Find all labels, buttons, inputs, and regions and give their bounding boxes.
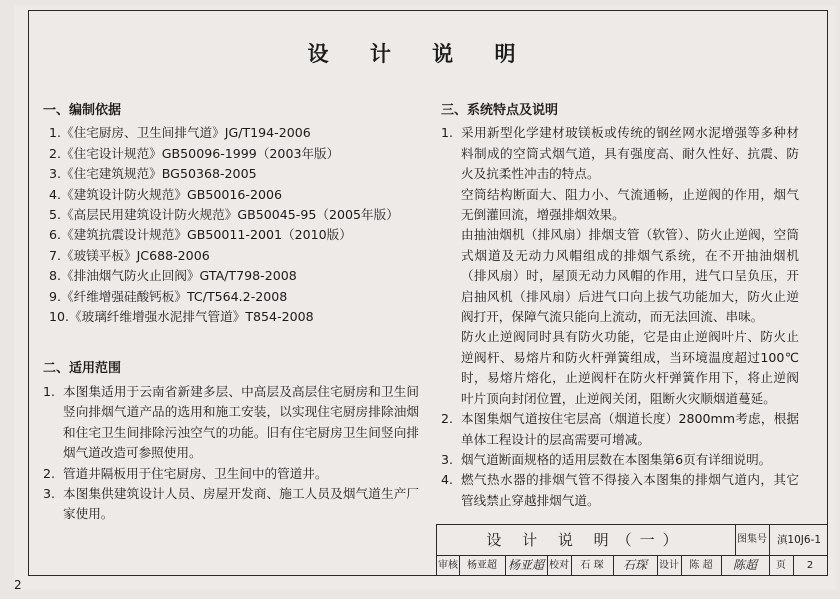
item-text: 本图集适用于云南省新建多层、中高层及高层住宅厨房和卫生间竖向排烟气道产品的选用和施工安装，以实现住宅厨房排除油烟和住宅卫生间排除污浊空气的功能。旧有住宅厨房卫生间竖向排烟气道改造可参照使用。 bbox=[63, 383, 419, 461]
item-number: 1. bbox=[43, 383, 56, 399]
item-text: 燃气热水器的排烟气管不得接入本图集的排烟气道内，其它管线禁止穿越排烟气道。 bbox=[461, 472, 799, 508]
item-text: 烟气道断面规格的适用层数在本图集第6页有详细说明。 bbox=[461, 451, 772, 467]
right-column bbox=[441, 101, 799, 511]
signature-row bbox=[437, 555, 828, 576]
list-item bbox=[441, 470, 799, 511]
paragraph: 防火止逆阀同时具有防火功能，它是由止逆阀叶片、防火止逆阀杆、易熔片和防火杆弹簧组成，当环境温度超过100℃时，易熔片熔化，止逆阀杆在防火杆弹簧作用下，将止逆阀叶片顶向封闭位置，止逆阀关闭，阻断火灾顺烟道蔓延。 bbox=[461, 329, 799, 406]
item-number: 1. bbox=[441, 125, 454, 141]
paragraph: 由抽油烟机（排风扇）排烟支管（软管）、防火止逆阀，空筒式烟道及无动力风帽组成的排烟气系统，在不开抽油烟机（排风扇）时，屋顶无动力风帽的作用，进气口呈负压，开启抽风机（排风扇）后进气口向上拔气功能加大，防火止逆阀打开，保障气流只能向上流动，而无法回流、串味。 bbox=[461, 227, 799, 325]
reviewer-name: 杨亚超 bbox=[459, 555, 506, 576]
item-number: 2. bbox=[43, 465, 56, 481]
reviewer-signature: 杨亚超 bbox=[505, 555, 548, 576]
page-label: 页 bbox=[769, 555, 794, 576]
list-item bbox=[441, 123, 799, 184]
reference-item: 3.《住宅建筑规范》BG50368-2005 bbox=[49, 166, 257, 182]
list-item bbox=[441, 450, 799, 470]
reference-item: 2.《住宅设计规范》GB50096-1999（2003年版） bbox=[49, 145, 340, 161]
section-heading-scope: 二、适用范围 bbox=[43, 361, 122, 377]
reference-item: 7.《玻镁平板》JC688-2006 bbox=[49, 247, 210, 263]
page-title: 设 计 说 明 bbox=[307, 42, 533, 66]
item-text: 本图集烟气道按住宅层高（烟道长度）2800mm考虑，根据单体工程设计的层高需要可增减。 bbox=[461, 411, 799, 447]
section-heading-compile-basis: 一、编制依据 bbox=[43, 103, 122, 118]
left-column bbox=[43, 101, 419, 525]
reference-item: 8.《排油烟气防火止回阀》GTA/T798-2008 bbox=[49, 268, 297, 284]
review-label: 审核 bbox=[437, 555, 460, 576]
item-number: 4. bbox=[441, 472, 454, 488]
designer-signature: 陈超 bbox=[721, 555, 770, 576]
atlas-label: 图集号 bbox=[735, 525, 770, 555]
reference-item: 1.《住宅厨房、卫生间排气道》JG/T194-2006 bbox=[49, 125, 311, 141]
title-block bbox=[436, 524, 828, 576]
item-text: 本图集供建筑设计人员、房屋开发商、施工人员及烟气道生产厂家使用。 bbox=[63, 485, 419, 522]
design-label: 设计 bbox=[657, 555, 682, 576]
item-number: 2. bbox=[441, 411, 454, 427]
item-text: 采用新型化学建材玻镁板或传统的钢丝网水泥增强等多种材料制成的空筒式烟气道，具有强度高、耐久性好、抗震、防火及抗柔性冲击的特点。 bbox=[461, 125, 799, 182]
reference-item: 4.《建筑设计防火规范》GB50016-2006 bbox=[49, 186, 283, 202]
list-item bbox=[43, 464, 419, 484]
page-value: 2 bbox=[806, 560, 814, 571]
list-item bbox=[441, 409, 799, 450]
title-block-row bbox=[437, 525, 828, 556]
reference-list bbox=[43, 123, 419, 327]
list-item bbox=[43, 382, 419, 464]
atlas-number: 滇10J6-1 bbox=[776, 534, 822, 546]
list-item bbox=[43, 484, 419, 525]
section-heading-features: 三、系统特点及说明 bbox=[441, 103, 559, 118]
check-label: 校对 bbox=[547, 555, 572, 576]
item-text: 管道井隔板用于住宅厨房、卫生间中的管道井。 bbox=[63, 465, 328, 481]
designer-name: 陈 超 bbox=[681, 555, 722, 576]
reference-item: 6.《建筑抗震设计规范》GB50011-2001（2010版） bbox=[49, 227, 352, 243]
page-number: 2 bbox=[14, 578, 22, 592]
reference-item: 5.《高层民用建筑设计防火规范》GB50045-95（2005年版） bbox=[49, 207, 399, 223]
checker-signature: 石琛 bbox=[613, 555, 658, 576]
item-number: 3. bbox=[43, 485, 56, 501]
checker-name: 石 琛 bbox=[571, 555, 614, 576]
paragraph: 空筒结构断面大、阻力小、气流通畅，止逆阀的作用，烟气无倒灌回流，增强排烟效果。 bbox=[461, 186, 799, 223]
reference-item: 10.《玻璃纤维增强水泥排气管道》T854-2008 bbox=[49, 309, 314, 325]
reference-item: 9.《纤维增强硅酸钙板》TC/T564.2-2008 bbox=[49, 288, 288, 304]
drawing-title: 设 计 说 明（一） bbox=[437, 525, 736, 555]
item-number: 3. bbox=[441, 451, 454, 467]
